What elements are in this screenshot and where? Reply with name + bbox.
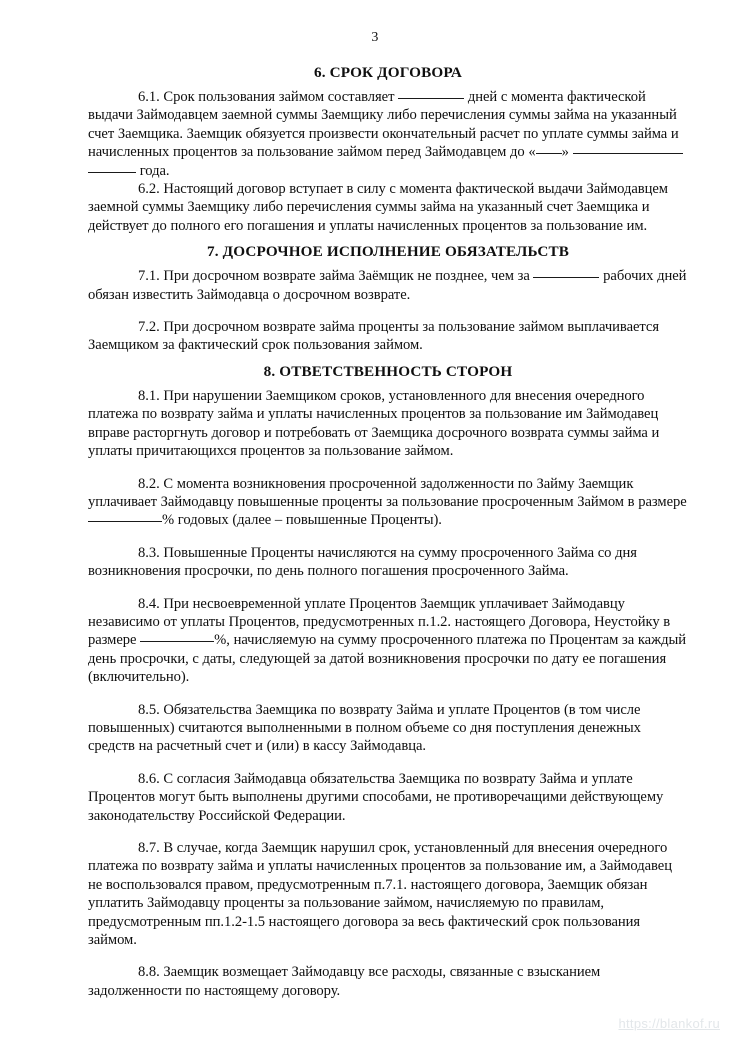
fill-blank[interactable] <box>398 98 464 99</box>
clause-text: 6.1. Срок пользования займом составляет <box>138 89 399 105</box>
clause-8-8: 8.8. Заемщик возмещает Займодавцу все расходы, связанные с взысканием задолженности по настоящему договору. <box>88 964 601 999</box>
clause-text: 8.4. При несвоевременной уплате Процентов Заемщик уплачивает Займодавцу независимо от уплаты Процентов, предусмотренных п.1.2. настоящего Договора, Неустойку в размере <box>88 595 671 649</box>
clause-7-2: 7.2. При досрочном возврате займа проценты за пользование займом выплачивается Заемщиком за фактический срок пользования займом. <box>88 319 660 354</box>
clause-8-4 <box>88 595 688 687</box>
section-block-6 <box>88 62 688 88</box>
section-block-8 <box>88 355 688 387</box>
clause-text: %, начисляемую на сумму просроченного платежа по Процентам за каждый день просрочки, с даты, следующей за датой возникновения просрочки по дату ее погашения (включительно). <box>88 632 687 686</box>
source-watermark[interactable]: https://blankof.ru <box>618 1016 720 1031</box>
document-body <box>88 62 688 1000</box>
paragraph-spacer <box>88 825 688 839</box>
paragraph-spacer <box>88 949 688 963</box>
clause-8-6: 8.6. С согласия Займодавца обязательства Заемщика по возврату Займа и уплате Процентов могут быть выполнены другими способами, не противоречащими действующему законодательству Российской Федерации. <box>88 770 664 824</box>
fill-blank[interactable] <box>88 521 162 522</box>
clause-8-3: 8.3. Повышенные Проценты начисляются на сумму просроченного Займа со дня возникновения просрочки, по день полного погашения просроченного Займа. <box>88 544 637 580</box>
clause-text: 8.2. С момента возникновения просроченной задолженности по Займу Заемщик уплачивает Займодавцу повышенные проценты за пользование просроченным Займом в размере <box>88 475 687 510</box>
paragraph-spacer <box>88 461 688 475</box>
paragraph-spacer <box>88 530 688 544</box>
section-heading-7: 7. ДОСРОЧНОЕ ИСПОЛНЕНИЕ ОБЯЗАТЕЛЬСТВ <box>206 243 570 261</box>
clause-text: года. <box>136 162 170 179</box>
clause-text: рабочих дней обязан известить Займодавца о досрочном возврате. <box>88 268 687 303</box>
fill-blank[interactable] <box>573 153 683 154</box>
clause-8-7: 8.7. В случае, когда Заемщик нарушил срок, установленный для внесения очередного платежа по возврату займа и уплаты начисленных процентов за пользование им, а Займодавец не воспользовался правом, предусмотренным п.7.1. настоящего договора, Заемщик обязан уплатить Займодавцу проценты за пользование займом, начисляемую по правилам, предусмотренным пп.1.2-1.5 настоящего договора за весь фактический срок пользования займом. <box>88 840 672 949</box>
clause-text: дней с момента фактической выдачи Займодавцем заемной суммы Заемщику либо перечисления суммы займа на указанный счет Заемщика. Заемщик обязуется произвести окончательный расчет по уплате суммы займа и начисленных процентов за пользование займом перед Займодавцем до « <box>88 89 679 161</box>
clause-7-1 <box>88 267 688 304</box>
clause-6-2: 6.2. Настоящий договор вступает в силу с момента фактической выдачи Займодавцем заемной суммы Заемщику либо перечисления суммы займа на указанный счет Заемщика и действует до полного его погашения и уплаты начисленных процентов за пользование им. <box>88 181 668 234</box>
clause-8-1: 8.1. При нарушении Заемщиком сроков, установленного для внесения очередного платежа по возврату займа и уплаты начисленных процентов за пользование им Займодавец вправе расторгнуть договор и потребовать от Заемщика досрочного возврата суммы займа и уплаты причитающихся процентов за пользование займом. <box>88 387 660 460</box>
clause-text: » <box>561 144 573 161</box>
clause-6-1 <box>88 88 688 180</box>
clause-8-2 <box>88 475 688 530</box>
paragraph-spacer <box>88 581 688 595</box>
fill-blank[interactable] <box>533 277 599 278</box>
fill-blank[interactable] <box>536 153 562 154</box>
section-heading-8: 8. ОТВЕТСТВЕННОСТЬ СТОРОН <box>263 362 513 380</box>
section-heading-6: 6. СРОК ДОГОВОРА <box>314 64 462 81</box>
paragraph-spacer <box>88 756 688 770</box>
fill-blank[interactable] <box>88 172 136 173</box>
fill-blank[interactable] <box>140 641 214 642</box>
clause-text: 7.1. При досрочном возврате займа Заёмщик не позднее, чем за <box>138 268 534 285</box>
clause-8-5: 8.5. Обязательства Заемщика по возврату Займа и уплате Процентов (в том числе повышенных) считаются выполненными в полном объеме со дня поступления денежных средств на расчетный счет и (или) в кассу Займодавца. <box>88 701 641 755</box>
section-block-7 <box>88 235 688 267</box>
paragraph-spacer <box>88 304 688 318</box>
paragraph-spacer <box>88 687 688 701</box>
clause-text: % годовых (далее – повышенные Проценты). <box>162 512 442 529</box>
page-number: 3 <box>371 30 379 45</box>
